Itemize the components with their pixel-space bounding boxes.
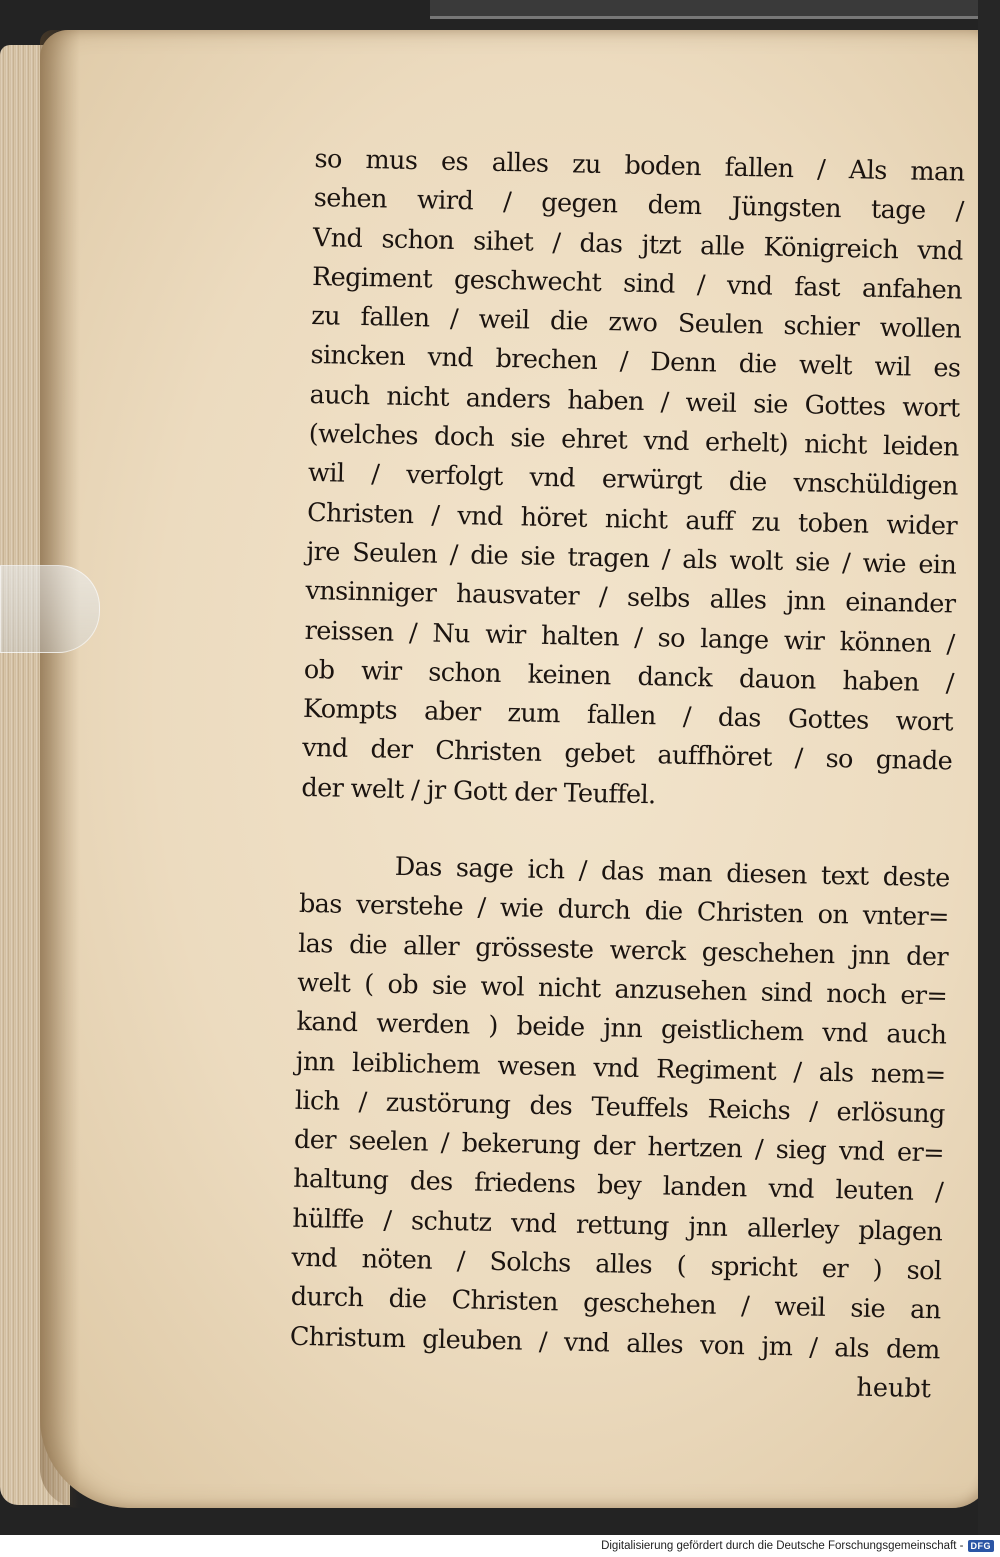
text-line: zu fallen / weil die zwo Seulen schier wollen	[310, 301, 962, 345]
paragraph-1	[301, 140, 965, 822]
text-line: kand werden ) beide jnn geistlichem vnd auch	[296, 1007, 947, 1051]
text-line: reissen / Nu wir halten / so lange wir können /	[304, 615, 955, 660]
text-line: auch nicht anders haben / weil sie Gottes wort	[309, 379, 960, 424]
text-line: vnd nöten / Solchs alles ( spricht er ) sol	[291, 1242, 942, 1287]
scanner-top-bar	[430, 0, 1000, 19]
text-line: sehen wird / gegen dem Jüngsten tage /	[313, 183, 964, 227]
text-line: der welt / jr Gott der Teuffel.	[301, 772, 656, 811]
text-line: vnd der Christen gebet auffhöret / so gnade	[301, 733, 953, 777]
dfg-logo-icon: DFG	[968, 1540, 995, 1552]
text-line: jnn leiblichem wesen vnd Regiment / als nem=	[295, 1046, 946, 1090]
text-line: sincken vnd brechen / Denn die welt wil es	[310, 340, 961, 385]
page-holder-clip	[0, 565, 100, 653]
text-line: ob wir schon keinen danck dauon haben /	[303, 654, 955, 699]
paragraph-2	[290, 846, 951, 1370]
page-gutter-shadow	[40, 30, 80, 1508]
text-line: lich / zustörung des Teuffels Reichs / erlösung	[294, 1085, 946, 1130]
text-line: so mus es alles zu boden fallen / Als man	[314, 143, 965, 188]
text-line: Christen / vnd höret nicht auff zu toben wider	[306, 497, 958, 542]
text-line: bas verstehe / wie durch die Christen on vnter=	[298, 889, 950, 933]
text-line: Regiment geschwecht sind / vnd fast anfahen	[311, 261, 963, 306]
text-line: wil / verfolgt vnd erwürgt die vnschüldigen	[307, 458, 959, 502]
text-line: jre Seulen / die sie tragen / als wolt sie / wie ein	[306, 536, 957, 581]
text-line: Christum gleuben / vnd alles von jm / als dem	[289, 1321, 941, 1365]
text-line: durch die Christen geschehen / weil sie an	[290, 1282, 941, 1326]
text-line: Kompts aber zum fallen / das Gottes wort	[302, 694, 954, 738]
text-line: Das sage ich / das man diesen text deste	[394, 851, 950, 894]
scan-right-margin	[978, 0, 1000, 1535]
text-line: Vnd schon sihet / das jtzt alle Königreich vnd	[312, 222, 964, 267]
printed-text-block	[289, 140, 965, 1410]
text-line: vnsinniger hausvater / selbs alles jnn einander	[305, 576, 956, 620]
credit-text: Digitalisierung gefördert durch die Deutsche Forschungsgemeinschaft -	[601, 1540, 964, 1552]
text-line: hülffe / schutz vnd rettung jnn allerley plagen	[292, 1203, 943, 1248]
text-line: haltung des friedens bey landen vnd leuten /	[292, 1164, 944, 1208]
catchword: heubt	[856, 1372, 932, 1405]
digitization-credit-footer	[0, 1535, 1000, 1557]
text-line: las die aller grössеste werck geschehen jnn der	[297, 928, 949, 973]
text-line: der seelen / bekerung der hertzen / sieg vnd er=	[293, 1124, 945, 1169]
text-line: (welches doch sie ehret vnd erhelt) nicht leiden	[308, 419, 960, 463]
text-line: welt ( ob sie wol nicht anzusehen sind noch er=	[297, 967, 948, 1012]
